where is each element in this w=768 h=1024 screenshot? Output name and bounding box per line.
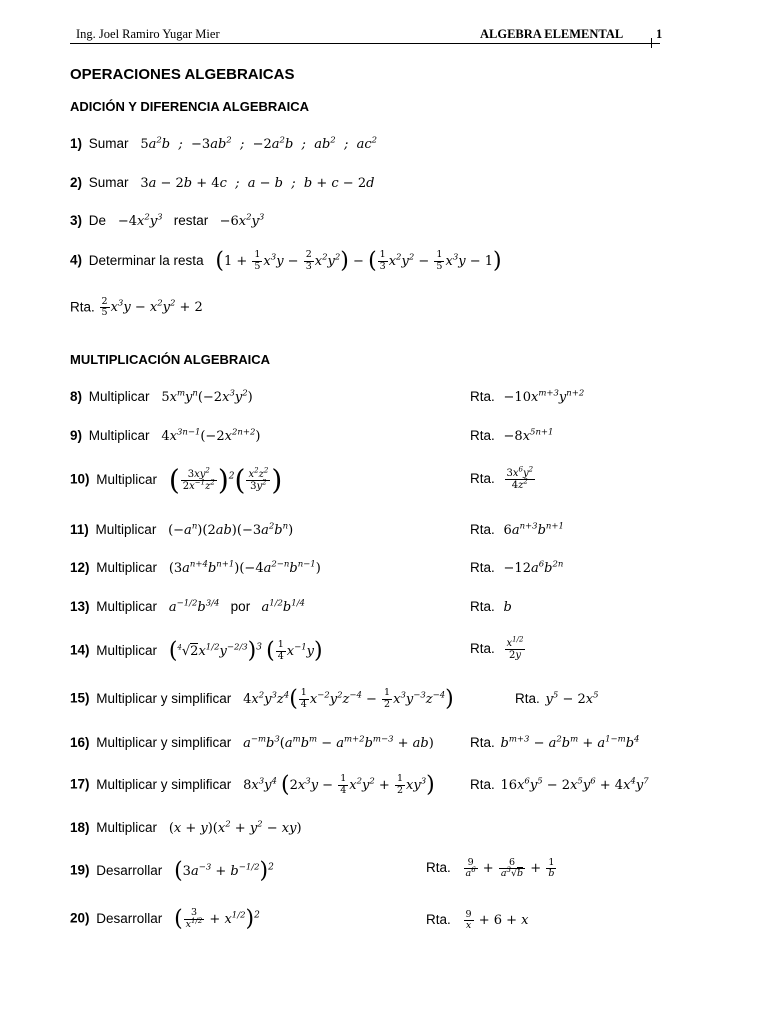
instruction: Multiplicar (96, 820, 158, 835)
instruction: Sumar (88, 175, 129, 190)
answer-label: Rta. (515, 691, 540, 706)
math-expression: $-4x^2y^3$ (117, 212, 163, 229)
header-rule (70, 43, 660, 44)
answer-label: Rta. (426, 860, 451, 876)
answer-13 (470, 599, 512, 615)
math-expression: $4x^2y^3z^4$( $\frac{1}{4}$ $x^{-2}y^2z^{-4}$ − $\frac{1}{2}$ $x^3y^{-3}z^{-4}$) (243, 686, 454, 711)
math-expression: $(3a^{n+4}b^{n+1})(-4a^{2-n}b^{n-1})$ (168, 559, 321, 576)
math-expression: b (503, 600, 512, 615)
problem-8 (70, 389, 253, 406)
answer-label: Rta. (470, 389, 495, 404)
math-expression: $\frac{9}{a^6}$ + $\frac{6}{a^3√b}$ + $\frac{1}{b}$ (465, 857, 555, 880)
problem-1 (70, 136, 377, 153)
problem-19 (70, 860, 274, 882)
instruction: Sumar (88, 136, 129, 151)
answer-14 (470, 635, 526, 661)
math-expression: (1 + $\frac{1}{5}$ $x^3y$ − $\frac{2}{3}$ $x^2y^2$) − ( $\frac{1}{3}$ $x^2y^2$ − $\frac{1}{5}$ $x^3y - 1$) (215, 248, 502, 273)
answer-19 (426, 858, 557, 880)
answer-10 (470, 465, 536, 491)
answer-label: Rta. (470, 522, 495, 537)
instruction: Determinar la resta (88, 252, 204, 268)
instruction: Desarrollar (96, 862, 163, 878)
answer-9 (470, 428, 553, 444)
math-expression: $-12a^6b^{2n}$ (503, 559, 564, 576)
math-expression: ( $\frac{3xy^2}{2x^{-1}z^2}$ )$^2$( $\frac{x^2z^2}{3y^2}$ ) (168, 463, 283, 496)
section-title-addition: ADICIÓN Y DIFERENCIA ALGEBRAICA (70, 99, 310, 114)
math-expression: $(x + y)(x^2 + y^2 - xy)$ (168, 819, 302, 836)
section-title-multiplication: MULTIPLICACIÓN ALGEBRAICA (70, 352, 271, 367)
instruction: Multiplicar (96, 642, 158, 658)
math-expression: $5a^2b$ ; $-3ab^2$ ; $-2a^2b$ ; $ab^2$ ; $ac^2$ (140, 135, 378, 152)
instruction: Desarrollar (96, 910, 163, 926)
problem-number: 20) (70, 910, 90, 926)
math-expression: 3a − 2b + 4c ; a − b ; b + c − 2d (140, 176, 375, 191)
answer-label: Rta. (470, 471, 495, 486)
math-expression: $4x^{3n-1}(-2x^{2n+2})$ (161, 427, 261, 444)
problem-number: 3) (70, 213, 83, 228)
instruction: Multiplicar y simplificar (96, 735, 232, 750)
math-expression: ( $\frac{3}{x^{1/2}}$ + $x^{1/2})^2$ (174, 906, 260, 931)
instruction: Multiplicar (96, 471, 158, 487)
instruction: Multiplicar y simplificar (96, 690, 232, 706)
answer-11 (470, 522, 564, 538)
problem-11 (70, 522, 293, 539)
answer-12 (470, 560, 563, 576)
problem-13 (70, 599, 305, 616)
answer-label: Rta. (470, 599, 495, 614)
answer-label: Rta. (470, 735, 495, 750)
math-expression: $a^{-1/2}b^{3/4}$ (168, 598, 220, 615)
problem-20 (70, 908, 260, 930)
answer-20 (426, 910, 529, 932)
problem-3 (70, 213, 264, 230)
math-expression: $-6x^2y^3$ (219, 212, 265, 229)
problem-number: 2) (70, 175, 83, 190)
problem-number: 9) (70, 428, 83, 443)
header-author: Ing. Joel Ramiro Yugar Mier (76, 27, 220, 41)
answer-label: Rta. (426, 912, 451, 928)
header-rule-tick (651, 38, 652, 48)
answer-4 (70, 297, 203, 319)
problem-number: 10) (70, 471, 90, 487)
math-expression: $(^4√2x^{1/2}y^{-2/3})^3$ ( $\frac{1}{4}$ $x^{-1}y$) (168, 638, 323, 663)
instruction: Multiplicar (88, 428, 150, 443)
answer-8 (470, 389, 584, 405)
instruction: De (88, 213, 107, 228)
problem-10 (70, 463, 283, 496)
problem-number: 17) (70, 776, 90, 792)
answer-label: Rta. (470, 777, 495, 792)
answer-16 (470, 735, 639, 751)
math-expression: $b^{m+3} - a^2b^m + a^{1-m}b^4$ (500, 734, 640, 751)
math-expression: $5x^my^n(-2x^3y^2)$ (161, 388, 253, 405)
header-page-number: 1 (656, 27, 663, 41)
problem-18 (70, 820, 302, 837)
math-expression: $\frac{x^{1/2}}{2y}$ (506, 635, 524, 661)
answer-label: Rta. (70, 299, 95, 315)
problem-9 (70, 428, 260, 445)
math-expression: $\frac{3x^6y^2}{4z^2}$ (506, 465, 534, 491)
answer-label: Rta. (470, 560, 495, 575)
problem-number: 14) (70, 642, 90, 658)
math-expression: $8x^3y^4$ ($2x^3y$ − $\frac{1}{4}$ $x^2y^2$ + $\frac{1}{2}$ $xy^3$) (243, 772, 435, 797)
problem-number: 19) (70, 862, 90, 878)
problem-number: 8) (70, 389, 83, 404)
math-expression: $y^5 - 2x^5$ (545, 690, 599, 707)
math-expression: $-8x^{5n+1}$ (503, 427, 554, 444)
instruction: restar (173, 213, 209, 228)
math-expression: $a^{1/2}b^{1/4}$ (261, 598, 305, 615)
instruction: Multiplicar (96, 599, 158, 614)
instruction: Multiplicar (88, 389, 150, 404)
math-expression: $\frac{9}{x}$ + 6 + x (465, 909, 529, 932)
problem-17 (70, 774, 435, 796)
math-expression: $-10x^{m+3}y^{n+2}$ (503, 388, 585, 405)
answer-15 (515, 691, 599, 707)
problem-16 (70, 735, 434, 752)
problem-number: 11) (70, 522, 89, 537)
math-expression: $(3a^{-3} + b^{-1/2})^2$ (174, 858, 274, 883)
problem-number: 13) (70, 599, 90, 614)
problem-number: 12) (70, 560, 90, 575)
instruction: por (230, 599, 251, 614)
math-expression: $6a^{n+3}b^{n+1}$ (503, 521, 564, 538)
instruction: Multiplicar y simplificar (96, 776, 232, 792)
math-expression: $\frac{2}{5}$ $x^3y - x^2y^2 + 2$ (101, 296, 203, 319)
problem-12 (70, 560, 321, 577)
instruction: Multiplicar (96, 560, 158, 575)
problem-number: 4) (70, 252, 83, 268)
answer-label: Rta. (470, 641, 495, 656)
answer-label: Rta. (470, 428, 495, 443)
problem-14 (70, 640, 323, 662)
main-title: OPERACIONES ALGEBRAICAS (70, 66, 295, 83)
header-subject: ALGEBRA ELEMENTAL (480, 27, 624, 41)
problem-2 (70, 175, 374, 192)
instruction: Multiplicar (95, 522, 157, 537)
problem-15 (70, 688, 454, 710)
problem-number: 1) (70, 136, 83, 151)
problem-number: 16) (70, 735, 90, 750)
problem-4 (70, 250, 502, 272)
math-expression: $a^{-m}b^3(a^mb^m - a^{m+2}b^{m-3} + ab)$ (243, 734, 434, 751)
math-expression: $(-a^n)(2ab)(-3a^2b^n)$ (168, 521, 294, 538)
problem-number: 18) (70, 820, 90, 835)
math-expression: $16x^6y^5 - 2x^5y^6 + 4x^4y^7$ (500, 776, 649, 793)
problem-number: 15) (70, 690, 90, 706)
answer-17 (470, 777, 649, 793)
